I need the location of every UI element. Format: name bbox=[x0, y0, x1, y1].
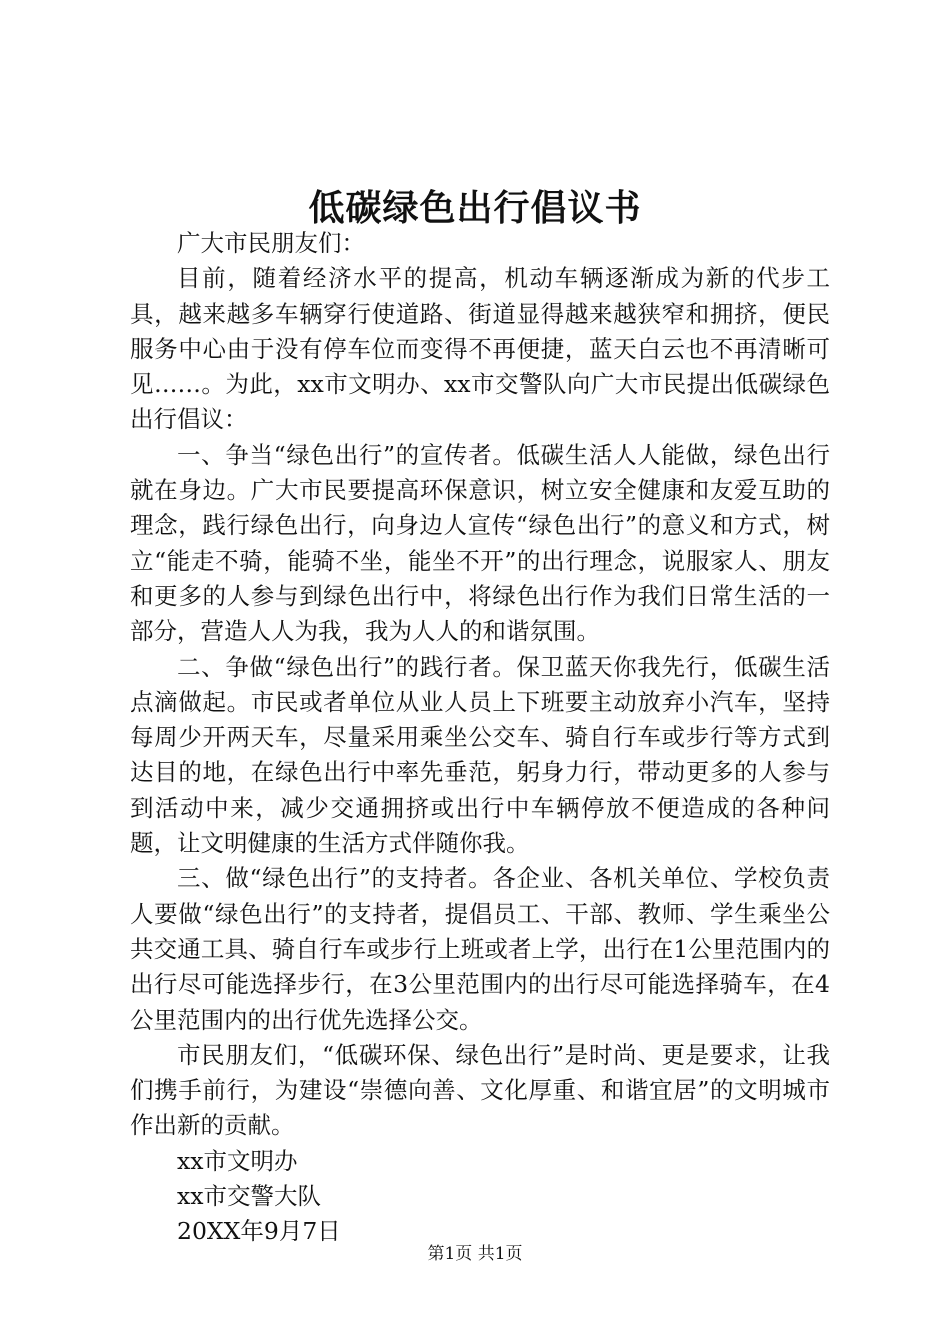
paragraph-closing: 市民朋友们，“低碳环保、绿色出行”是时尚、更是要求，让我们携手前行，为建设“崇德向善、文化厚重、和谐宜居”的文明城市作出新的贡献。 bbox=[130, 1040, 830, 1140]
document-title: 低碳绿色出行倡议书 bbox=[308, 187, 642, 229]
signature-office: xx市文明办 bbox=[177, 1146, 298, 1175]
document-body bbox=[130, 226, 830, 1250]
paragraph-point-1: 一、争当“绿色出行”的宣传者。低碳生活人人能做，绿色出行就在身边。广大市民要提高环保意识，树立安全健康和友爱互助的理念，践行绿色出行，向身边人宣传“绿色出行”的意义和方式，树立“能走不骑，能骑不坐，能坐不开”的出行理念，说服家人、朋友和更多的人参与到绿色出行中，将绿色出行作为我们日常生活的一部分，营造人人为我，我为人人的和谐氛围。 bbox=[130, 440, 830, 646]
paragraph-point-2: 二、争做“绿色出行”的践行者。保卫蓝天你我先行，低碳生活点滴做起。市民或者单位从业人员上下班要主动放弃小汽车，坚持每周少开两天车，尽量采用乘坐公交车、骑自行车或步行等方式到达目的地，在绿色出行中率先垂范，躬身力行，带动更多的人参与到活动中来，减少交通拥挤或出行中车辆停放不便造成的各种问题，让文明健康的生活方式伴随你我。 bbox=[130, 652, 830, 858]
salutation: 广大市民朋友们： bbox=[177, 229, 365, 257]
paragraph-intro: 目前，随着经济水平的提高，机动车辆逐渐成为新的代步工具，越来越多车辆穿行使道路、街道显得越来越狭窄和拥挤，便民服务中心由于没有停车位而变得不再便捷，蓝天白云也不再清晰可见……。为此，xx市文明办、xx市交警队向广大市民提出低碳绿色出行倡议： bbox=[130, 264, 830, 434]
page-number-footer: 第1页 共1页 bbox=[427, 1244, 523, 1264]
paragraph-point-3: 三、做“绿色出行”的支持者。各企业、各机关单位、学校负责人要做“绿色出行”的支持者，提倡员工、干部、教师、学生乘坐公共交通工具、骑自行车或步行上班或者上学，出行在1公里范围内的出行尽可能选择步行，在3公里范围内的出行尽可能选择骑车，在4公里范围内的出行优先选择公交。 bbox=[130, 864, 830, 1034]
signature-police: xx市交警大队 bbox=[177, 1182, 322, 1211]
signature-date: 20XX年9月7日 bbox=[177, 1217, 341, 1246]
